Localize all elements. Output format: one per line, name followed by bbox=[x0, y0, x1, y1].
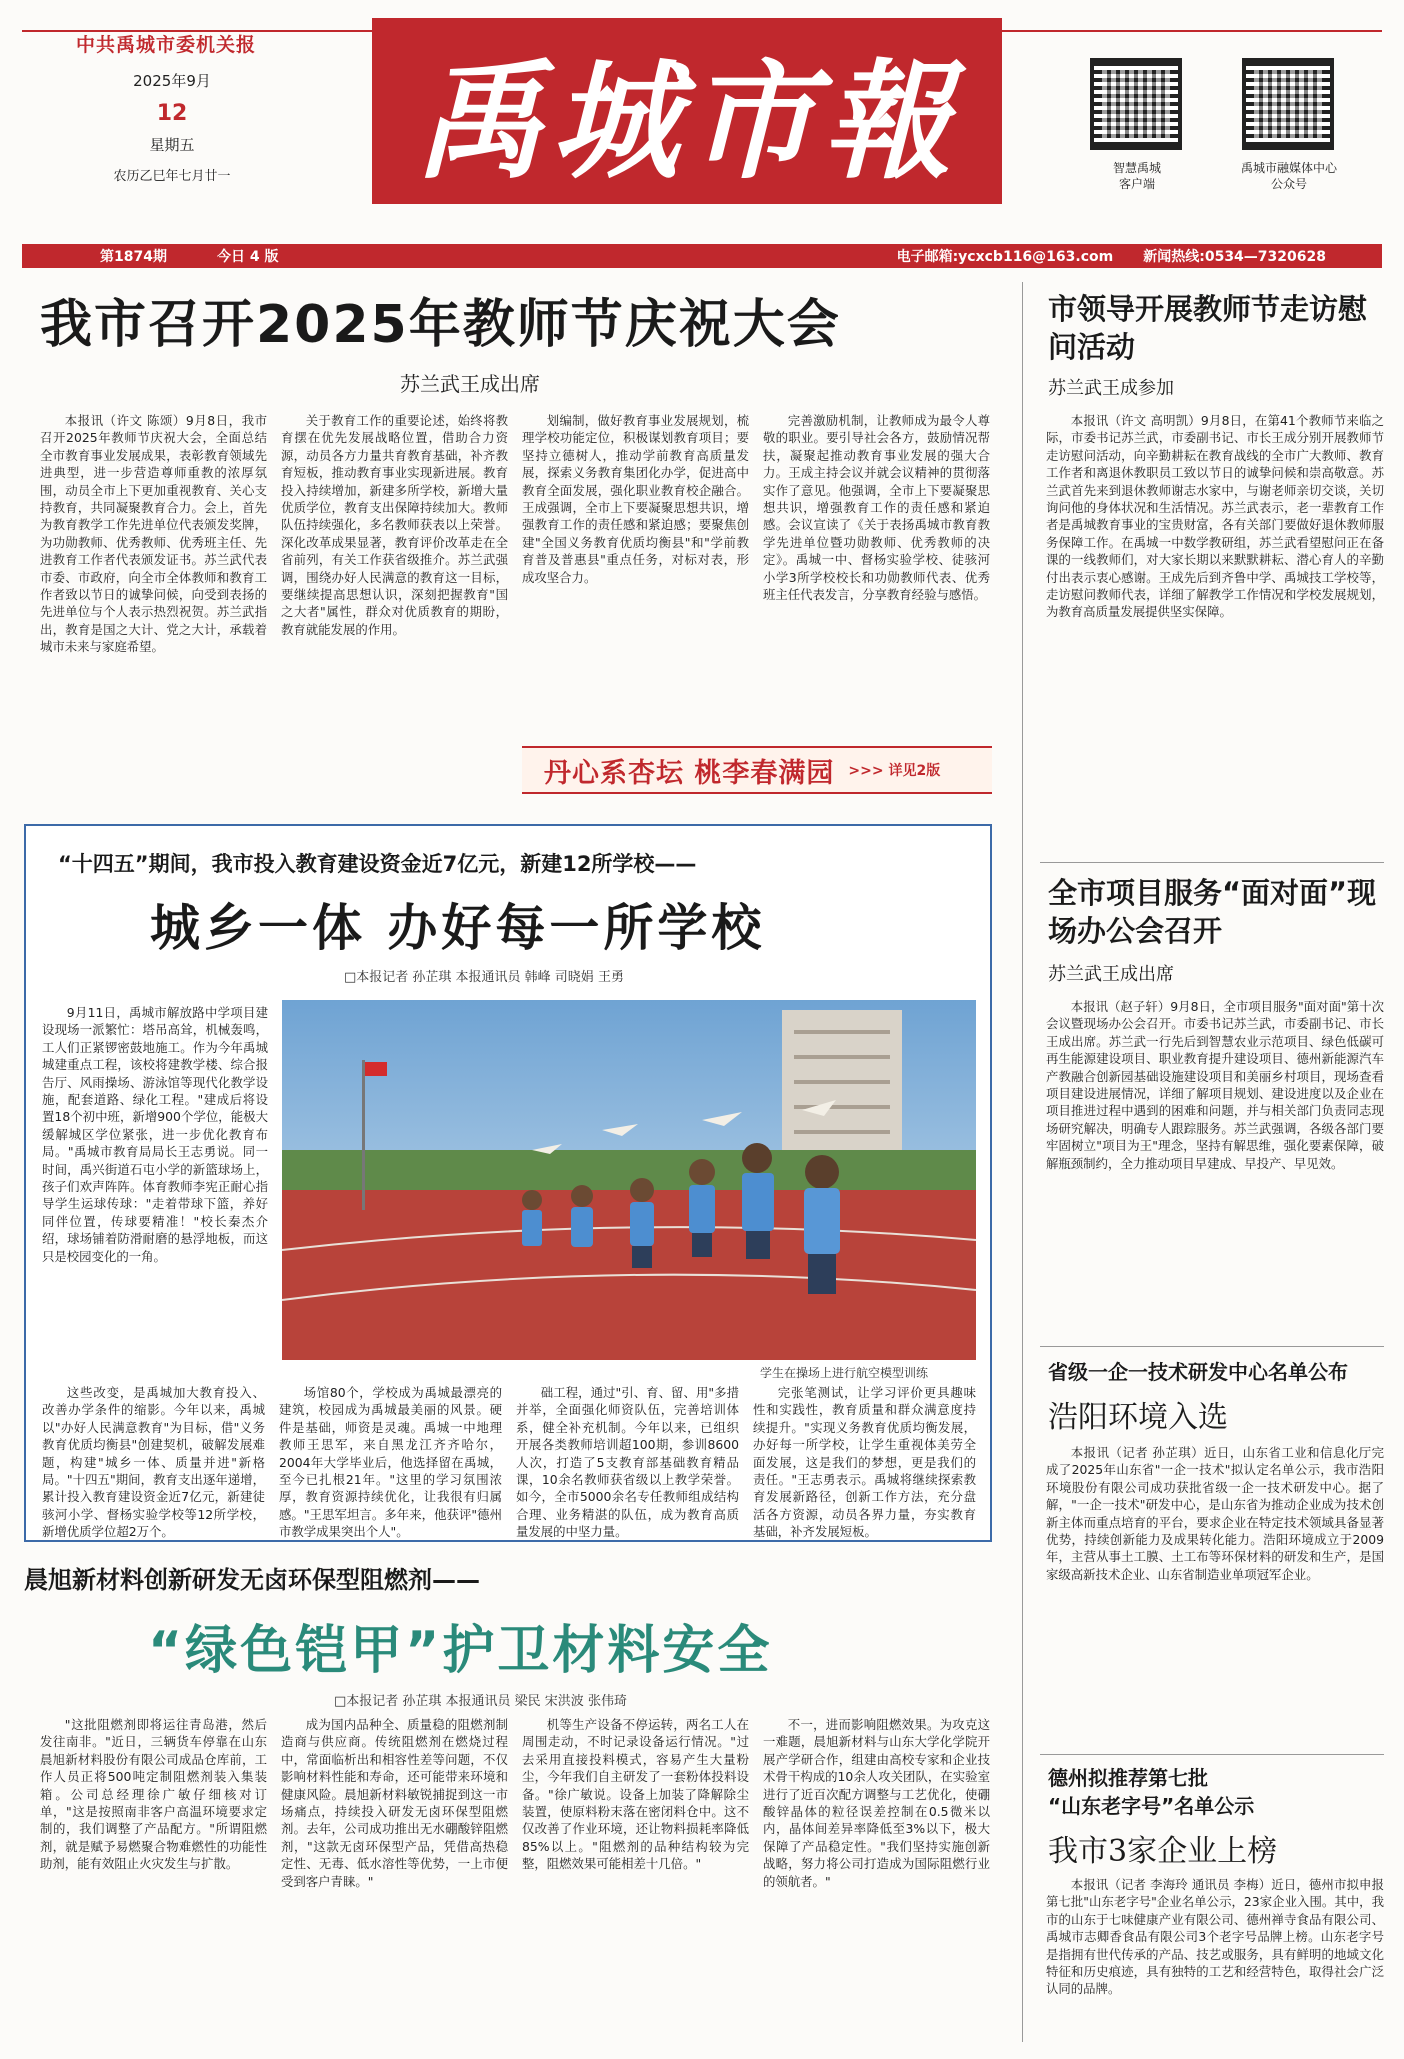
feature-col-3-text: 础工程，通过"引、育、留、用"多措并举，全面强化师资队伍，完善培训体系，健全补充机制。今年以来，已组织开展各类教师培训超100期，参训8600人次，打造了5支教育部基础教育精品课，10余名教师获省级以上教学荣誉。如今，全市5000余名专任教师组成结构合理、业务精湛的队伍，成为教育高质量发展的中坚力量。 bbox=[516, 1385, 739, 1540]
right-story-1-text: 本报讯（许文 高明凯）9月8日，在第41个教师节来临之际，市委书记苏兰武，市委副书记、市长王成分别开展教师节走访慰问活动，向辛勤耕耘在教育战线的全市广大教师、教育工作者和离退休教职员工致以节日的诚挚问候和崇高敬意。苏兰武首先来到退休教师谢志水家中，与谢老师亲切交谈，关切询问他的身体状况和生活情况。苏兰武表示，老一辈教育工作者是禹城教育事业的宝贵财富，各有关部门要做好退休教师服务保障工作。在禹城一中数学教研组，苏兰武看望慰问正在备课的一线教师们，对大家长期以来默默耕耘、潜心育人的辛勤付出表示衷心感谢。王成先后到齐鲁中学、禹城技工学校等，走访慰问教师代表，详细了解教学工作情况和学校发展规划，为教育高质量发展提供坚实保障。 bbox=[1046, 413, 1384, 620]
feature-col-1-text: 这些改变，是禹城加大教育投入、改善办学条件的缩影。今年以来，禹城以"办好人民满意教育"为目标，借"义务教育优质均衡县"创建契机，破解发展难题，构建"城乡一体、质量并进"新格局。"十四五"期间，教育支出逐年递增，累计投入教育建设资金近7亿元，新建徒骇河小学、督杨实验学校等12所学校，新增优质学位超2万个。 bbox=[42, 1385, 265, 1540]
lead-headline[interactable]: 我市召开2025年教师节庆祝大会 bbox=[40, 295, 841, 355]
qr1-caption: 智慧禹城 客户端 bbox=[1112, 161, 1161, 191]
date-block bbox=[72, 70, 272, 184]
right-story-3-headline[interactable]: 浩阳环境入选 bbox=[1048, 1400, 1228, 1435]
feature-kicker: “十四五”期间，我市投入教育建设资金近7亿元，新建12所学校—— bbox=[58, 852, 697, 876]
qr-code-icon[interactable] bbox=[1242, 58, 1334, 150]
divider bbox=[1040, 1754, 1384, 1755]
lead-col-4-text: 完善激励机制，让教师成为最令人尊敬的职业。要引导社会各方，鼓励情况帮扶，凝聚起推动教育事业发展的强大合力。王成主持会议并就会议精神的贯彻落实作了意见。他强调，全市上下要凝聚思想共识，增强教育工作的责任感和紧迫感。会议宣读了《关于表扬禹城市教育教学先进单位暨功勋教师、优秀教师的决定》。禹城一中、督杨实验学校、徒骇河小学3所学校校长和功勋教师代表、优秀班主任代表发言，分享教育经验与感悟。 bbox=[763, 413, 990, 603]
feature-left-text bbox=[42, 1004, 268, 1376]
photo-illustration bbox=[282, 1000, 976, 1360]
material-col-1-text: "这批阻燃剂即将运往青岛港，然后发往南非。"近日，三辆货车停靠在山东晨旭新材料股份有限公司成品仓库前，工作人员正将500吨定制阻燃剂装入集装箱。公司总经理徐广敏仔细核对订单，"这是按照南非客户高温环境要求定制的，我们调整了产品配方。"所谓阻燃剂，就是赋予易燃聚合物难燃性的功能性助剂，能有效阻止火灾发生与扩散。 bbox=[40, 1717, 267, 1872]
divider bbox=[1040, 862, 1384, 863]
right-story-1-sub: 苏兰武王成参加 bbox=[1048, 378, 1174, 399]
feature-col-2 bbox=[279, 1384, 502, 1540]
right-story-4-headline[interactable]: 我市3家企业上榜 bbox=[1048, 1834, 1278, 1869]
feature-col-4-text: 完张笔测试，让学习评价更具趣味性和实践性，教育质量和群众满意度持续提升。"实现义务教育优质均衡发展，办好每一所学校，让学生重视体美劳全面发展，这是我们的梦想，更是我们的责任。"王志勇表示。禹城将继续探索教育发展新路径，创新工作方法，充分盘活各方资源，动员各界力量，夯实教育基础，补齐发展短板。 bbox=[753, 1385, 976, 1540]
lead-col-1-text: 本报讯（许文 陈颂）9月8日，我市召开2025年教师节庆祝大会，全面总结全市教育事业发展成果，表彰教育领域先进典型，进一步营造尊师重教的浓厚氛围，动员全市上下更加重视教育、关心支持教育，共同凝聚教育合力。会上，首先为教育教学工作先进单位代表颁发奖牌，为功勋教师、优秀教师、优秀班主任、先进教育工作者代表颁发证书。苏兰武代表市委、市政府，向全市全体教师和教育工作者致以节日的诚挚问候，向受到表扬的先进单位与个人表示热烈祝贺。苏兰武指出，教育是国之大计、党之大计，承载着城市未来与家庭希望。 bbox=[40, 413, 267, 655]
date-year-month: 2025年9月 bbox=[133, 72, 211, 90]
right-story-1-headline[interactable]: 市领导开展教师节走访慰问活动 bbox=[1048, 292, 1368, 364]
material-kicker: 晨旭新材料创新研发无卤环保型阻燃剂—— bbox=[24, 1566, 480, 1594]
organ-label: 中共禹城市委机关报 bbox=[76, 34, 257, 56]
page2-teaser-banner[interactable] bbox=[522, 746, 992, 794]
banner-title: 丹心系杏坛 桃李春满园 bbox=[544, 757, 835, 789]
qr2-caption: 禹城市融媒体中心 公众号 bbox=[1240, 161, 1337, 191]
feature-col-3 bbox=[516, 1384, 739, 1540]
issue-bar bbox=[22, 244, 1382, 268]
feature-col-2-text: 场馆80个，学校成为禹城最漂亮的建筑，校园成为禹城最美丽的风景。硬件是基础，师资是灵魂。禹城一中地理教师王思军，来自黑龙江齐齐哈尔，2004年大学毕业后，他选择留在禹城，至今已扎根21年。"这里的学习氛围浓厚，教育资源持续优化，让我很有归属感。"王思军坦言。多年来，他获评"德州市教学成果突出个人"。 bbox=[279, 1385, 502, 1540]
feature-byline: □本报记者 孙芷琪 本报通讯员 韩峰 司晓娟 王勇 bbox=[344, 970, 624, 985]
right-story-2-text: 本报讯（赵子轩）9月8日，全市项目服务"面对面"第十次会议暨现场办公会召开。市委书记苏兰武，市委副书记、市长王成出席。苏兰武一行先后到智慧农业示范项目、绿色低碳可再生能源建设项目、职业教育提升建设项目、德州新能源汽车产教融合创新园基础设施建设项目和美丽乡村项目，现场查看项目建设进展情况，详细了解项目规划、建设进度以及企业在项目推进过程中遇到的困难和问题，并与相关部门负责同志现场研究解决，明确专人跟踪服务。苏兰武强调，各级各部门要牢固树立"项目为王"理念，坚持有解思维，强化要素保障，破解瓶颈制约，全力推动项目早建成、早投产、早见效。 bbox=[1046, 999, 1384, 1171]
right-story-2-body bbox=[1046, 998, 1384, 1338]
feature-headline[interactable]: 城乡一体 办好每一所学校 bbox=[150, 898, 766, 957]
right-story-1-body bbox=[1046, 412, 1384, 852]
newspaper-title bbox=[372, 18, 1002, 204]
date-day: 12 bbox=[156, 101, 188, 126]
material-col-2 bbox=[281, 1716, 508, 2046]
feature-left-paragraph: 9月11日，禹城市解放路中学项目建设现场一派繁忙：塔吊高耸，机械轰鸣，工人们正紧锣密鼓地施工。作为今年禹城城建重点工程，该校将建教学楼、综合报告厅、风雨操场、游泳馆等现代化教学设施，配套道路、绿化工程。"建成后将设置18个初中班，新增900个学位，能极大缓解城区学位紧张，进一步优化教育布局。"禹城市教育局局长王志勇说。同一时间，禹兴街道石屯小学的新篮球场上，孩子们欢声阵阵。体育教师李宪正耐心指导学生运球传球："走着带球下篮，养好同伴位置，传球要精准！"校长秦杰介绍，球场铺着防滑耐磨的悬浮地板，而这只是校园变化的一角。 bbox=[42, 1005, 268, 1264]
issue-number: 第1874期 bbox=[100, 249, 167, 265]
lead-col-2 bbox=[281, 412, 508, 728]
material-byline: □本报记者 孙芷琪 本报通讯员 梁民 宋洪波 张伟琦 bbox=[334, 1694, 627, 1709]
material-headline[interactable]: “绿色铠甲”护卫材料安全 bbox=[148, 1621, 773, 1681]
right-story-2-headline[interactable]: 全市项目服务“面对面”现场办公会召开 bbox=[1048, 876, 1377, 948]
feature-col-1 bbox=[42, 1384, 265, 1540]
column-divider bbox=[1022, 282, 1023, 2042]
page-count: 今日 4 版 bbox=[216, 249, 279, 265]
lead-col-4 bbox=[763, 412, 990, 728]
lead-col-1 bbox=[40, 412, 267, 728]
material-col-3 bbox=[522, 1716, 749, 2046]
material-col-2-text: 成为国内品种全、质量稳的阻燃剂制造商与供应商。传统阻燃剂在燃烧过程中，常面临析出和相容性差等问题，不仅影响材料性能和寿命，还可能带来环境和健康风险。晨旭新材料敏锐捕捉到这一市场痛点，持续投入研发无卤环保型阻燃剂。去年，公司成功推出无水硼酸锌阻燃剂，"这款无卤环保型产品，凭借高热稳定性、无毒、低水溶性等优势，一上市便受到客户青睐。" bbox=[281, 1717, 508, 1889]
right-story-4-kicker: 德州拟推荐第七批 “山东老字号”名单公示 bbox=[1048, 1766, 1255, 1818]
email-contact[interactable]: 电子邮箱:ycxcb116@163.com bbox=[896, 249, 1114, 265]
hotline-contact: 新闻热线:0534—7320628 bbox=[1143, 249, 1326, 265]
material-col-3-text: 机等生产设备不停运转，两名工人在周围走动，不时记录设备运行情况。"过去采用直接投料模式，容易产生大量粉尘，今年我们自主研发了一套粉体投料设备。"徐广敏说。设备上加装了降解除尘装置，使原料粉末落在密闭料仓中。这不仅改善了作业环境，还让物料损耗率降低85%以上。"阻燃剂的品种结构较为完整，阻燃效果可能相差十几倍。" bbox=[522, 1717, 749, 1872]
date-weekday: 星期五 bbox=[149, 136, 195, 154]
feature-col-4 bbox=[753, 1384, 976, 1540]
date-lunar: 农历乙巳年七月廿一 bbox=[113, 169, 231, 184]
photo-caption: 学生在操场上进行航空模型训练 bbox=[760, 1366, 929, 1380]
lead-subheadline: 苏兰武王成出席 bbox=[400, 372, 540, 396]
qr-code-icon[interactable] bbox=[1090, 58, 1182, 150]
lead-col-3 bbox=[522, 412, 749, 728]
banner-more-link[interactable]: >>> 详见2版 bbox=[848, 763, 941, 779]
material-body bbox=[40, 1716, 990, 2046]
lead-col-2-text: 关于教育工作的重要论述，始终将教育摆在优先发展战略位置，借助合力资源，动员各方力量共育教育基础，补齐教育短板，推动教育事业实现新进展。教育投入持续增加，新建多所学校，新增大量优质学位，教育支出保障持续加大。教师队伍持续强化，多名教师获表以上荣誉。深化改革成果显著，教育评价改革走在全省前列，有关工作获省级推介。苏兰武强调，围绕办好人民满意的教育这一目标，要继续提高思想认识，深刻把握教育"国之大者"属性，群众对优质教育的期盼，教育就能发展的作用。 bbox=[281, 413, 508, 637]
newspaper-title-text: 禹城市報 bbox=[414, 47, 959, 197]
right-story-3-kicker: 省级一企一技术研发中心名单公布 bbox=[1048, 1360, 1348, 1384]
lead-col-3-text: 划编制，做好教育事业发展规划，梳理学校功能定位，积极谋划教育项目；要坚持立德树人，推动学前教育高质量发展，探索义务教育集团化办学，促进高中教育全面发展，强化职业教育校企融合。王成强调，全市上下要凝聚思想共识，增强教育工作的责任感和紧迫感；要聚焦创建"全国义务教育优质均衡县"和"学前教育普及普惠县"重点任务，对标对表，形成攻坚合力。 bbox=[522, 413, 749, 585]
lead-body bbox=[40, 412, 990, 728]
material-col-1 bbox=[40, 1716, 267, 2046]
students-photo bbox=[282, 1000, 976, 1360]
material-col-4 bbox=[763, 1716, 990, 2046]
right-story-3-body bbox=[1046, 1444, 1384, 1744]
right-story-2-sub: 苏兰武王成出席 bbox=[1048, 964, 1174, 985]
feature-bottom-body bbox=[42, 1384, 976, 1540]
material-col-4-text: 不一，进而影响阻燃效果。为攻克这一难题，晨旭新材料与山东大学化学院开展产学研合作，组建由高校专家和企业技术骨干构成的10余人攻关团队，在实验室进行了近百次配方调整与工艺优化，使硼酸锌晶体的粒径误差控制在0.5微米以内，晶体间差异率降低至3%以下，极大保障了产品稳定性。"我们坚持实施创新战略，努力将公司打造成为国际阻燃行业的领航者。" bbox=[763, 1717, 990, 1889]
divider bbox=[1040, 1346, 1384, 1347]
right-story-4-text: 本报讯（记者 李海玲 通讯员 李梅）近日，德州市拟申报第七批"山东老字号"企业名单公示，23家企业入围。其中，我市的山东于七味健康产业有限公司、德州禅寺食品有限公司、禹城市志卿香食品有限公司3个老字号品牌上榜。山东老字号是指拥有世代传承的产品、技艺或服务，具有鲜明的地域文化特征和历史痕迹，具有独特的工艺和经营特色，取得社会广泛认同的品牌。 bbox=[1046, 1877, 1384, 1997]
right-story-4-body bbox=[1046, 1876, 1384, 2048]
right-story-3-text: 本报讯（记者 孙芷琪）近日，山东省工业和信息化厅完成了2025年山东省"一企一技术"拟认定名单公示，我市浩阳环境股份有限公司成功获批省级一企一技术研发中心。据了解，"一企一技术"研发中心，是山东省为推动企业成为技术创新主体而重点培育的平台，要求企业在特定技术领域具备显著优势，持续创新能力及成果转化能力。浩阳环境成立于2009年，主营从事土工膜、土工布等环保材料的研发和生产，是国家级高新技术企业、山东省制造业单项冠军企业。 bbox=[1046, 1445, 1384, 1582]
